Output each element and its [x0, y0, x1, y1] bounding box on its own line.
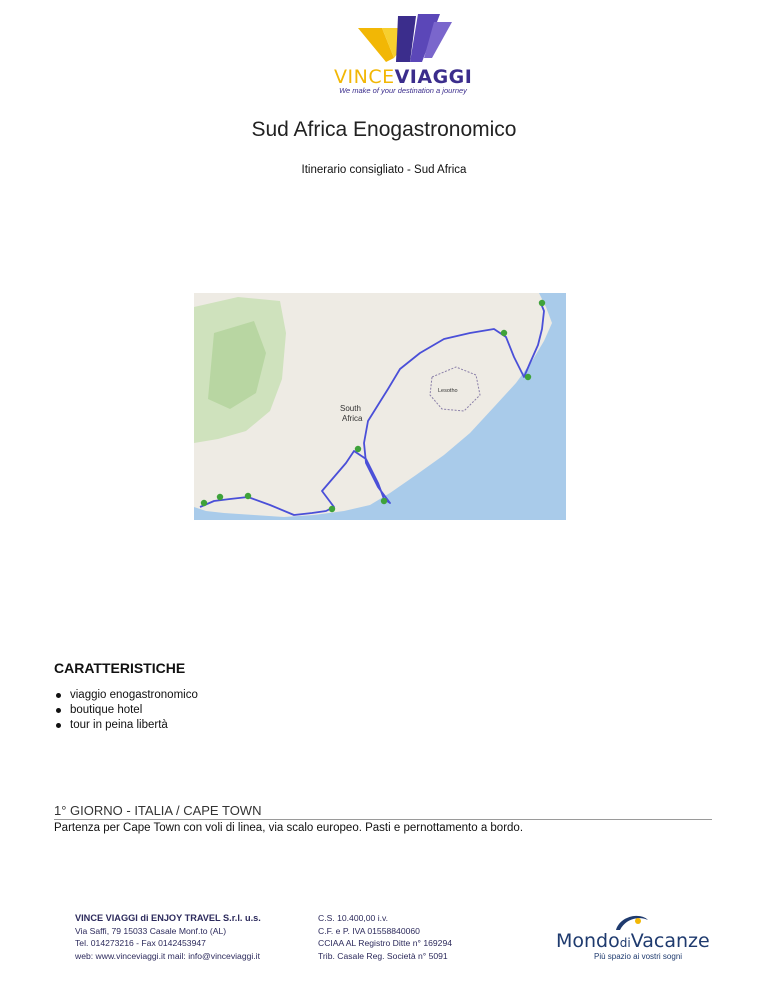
- map-pin-graaff-reinet: [355, 446, 361, 452]
- footer-web: web: www.vinceviaggi.it mail: info@vinceviaggi.it: [75, 950, 260, 961]
- mondo-wordmark: [556, 930, 710, 952]
- logo-tagline: We make of your destination a journey: [339, 86, 467, 95]
- characteristics-list: [54, 688, 198, 733]
- footer-company-name: VINCE VIAGGI di ENJOY TRAVEL S.r.l. u.s.: [75, 913, 261, 923]
- map-pin-north: [539, 300, 545, 306]
- mondo-word-vacanze: Vacanze: [630, 930, 710, 952]
- map-pin-port-elizabeth: [381, 498, 387, 504]
- mondo-word-di: di: [619, 936, 631, 950]
- map-pin-durban: [525, 374, 531, 380]
- mondo-tagline: Più spazio ai vostri sogni: [594, 952, 683, 961]
- map-country-label-2: Africa: [342, 414, 363, 423]
- list-item: boutique hotel: [54, 703, 198, 718]
- list-item: tour in peina libertà: [54, 718, 198, 733]
- day1-text: Partenza per Cape Town con voli di linea, via scalo europeo. Pasti e pernottamento a bordo.: [54, 822, 524, 834]
- footer-capital: C.S. 10.400,00 i.v.: [318, 913, 389, 923]
- footer-company-info: [75, 912, 261, 962]
- list-item: viaggio enogastronomico: [54, 688, 198, 703]
- footer-court: Trib. Casale Reg. Società n° 5091: [318, 950, 448, 961]
- footer-address: Via Saffi, 79 15033 Casale Monf.to (AL): [75, 925, 227, 936]
- day1-title: 1° GIORNO - ITALIA / CAPE TOWN: [54, 803, 262, 818]
- globe-swoosh-icon: [612, 912, 652, 932]
- document-subtitle: Itinerario consigliato - Sud Africa: [301, 164, 467, 176]
- logo-v-mark-icon: [348, 12, 458, 66]
- document-title: Sud Africa Enogastronomico: [251, 118, 517, 141]
- map-pin-cape-town: [201, 500, 207, 506]
- day1-divider: [54, 819, 712, 820]
- mondo-word-mondo: Mondo: [556, 930, 620, 952]
- map-pin-drakensberg: [501, 330, 507, 336]
- mondo-di-vacanze-logo: [552, 912, 734, 964]
- map-pin-knysna: [329, 506, 335, 512]
- logo-wordmark: [334, 66, 473, 88]
- characteristics-heading: CARATTERISTICHE: [54, 660, 186, 676]
- footer-registry: CCIAA AL Registro Ditte n° 169294: [318, 938, 453, 948]
- map-pin-franschhoek: [217, 494, 223, 500]
- vinceviaggi-logo: [330, 12, 473, 96]
- footer-phone: Tel. 014273216 - Fax 0142453947: [75, 938, 206, 948]
- footer-legal-info: [318, 912, 452, 962]
- itinerary-map: [194, 293, 566, 520]
- map-lesotho-label: Lesotho: [438, 388, 458, 394]
- map-pin-robertson: [245, 493, 251, 499]
- map-country-label-1: South: [340, 404, 361, 413]
- logo-word-viaggi: VIAGGI: [394, 66, 473, 88]
- footer-vat: C.F. e P. IVA 01558840060: [318, 925, 420, 936]
- logo-word-vince: VINCE: [334, 66, 395, 88]
